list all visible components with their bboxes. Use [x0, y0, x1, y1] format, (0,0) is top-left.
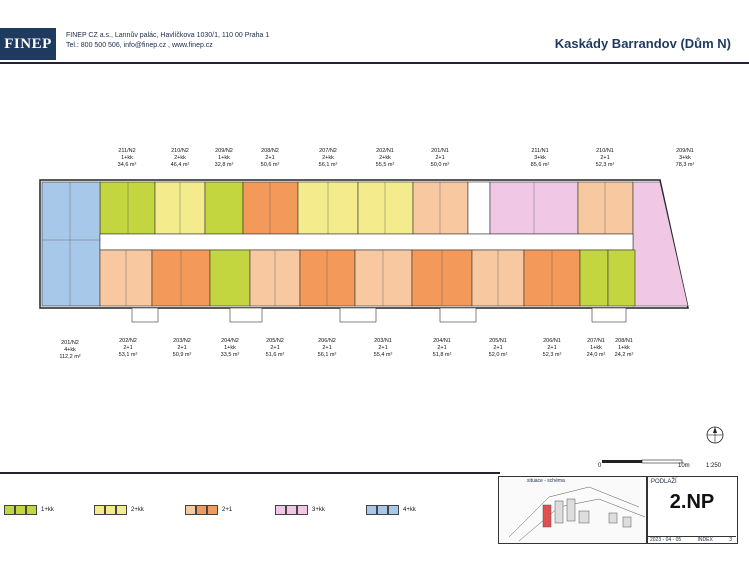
floor-indicator [646, 476, 738, 544]
unit-id: 204/N2 [221, 338, 239, 344]
unit-label [355, 148, 415, 169]
unit-label [298, 148, 358, 169]
unit-201-n2-area [42, 182, 100, 306]
unit-label [510, 148, 570, 169]
unit-type: 1+kk [224, 345, 236, 351]
unit-id: 207/N2 [319, 148, 337, 154]
legend-item-2kk [94, 505, 144, 515]
unit-id: 202/N2 [119, 338, 137, 344]
legend-swatch [297, 505, 308, 515]
unit-type: 3+kk [679, 155, 691, 161]
unit-label [410, 148, 470, 169]
balcony [132, 308, 158, 322]
legend-label: 2+kk [131, 507, 144, 513]
balcony [340, 308, 376, 322]
balcony [592, 308, 626, 322]
unit-area: 78,3 m² [675, 162, 695, 168]
unit-label [468, 338, 528, 359]
unit-area: 85,6 m² [530, 162, 550, 168]
unit-area: 52,0 m² [488, 352, 508, 358]
site-map-graphic [499, 477, 647, 543]
unit-label [97, 148, 157, 169]
legend-item-4kk [366, 505, 416, 515]
unit-label [40, 340, 100, 361]
unit-type: 2+1 [177, 345, 187, 351]
scale-graphic [600, 457, 690, 469]
legend-swatch [286, 505, 297, 515]
unit-id: 211/N1 [531, 148, 549, 154]
unit-type: 2+1 [600, 155, 610, 161]
unit-id: 206/N1 [543, 338, 561, 344]
unit-area: 55,4 m² [373, 352, 393, 358]
unit-type: 1+kk [121, 155, 133, 161]
unit-id: 203/N1 [374, 338, 392, 344]
unit-id: 205/N1 [489, 338, 507, 344]
unit-207-n1-area [580, 250, 608, 306]
unit-id: 208/N1 [615, 338, 633, 344]
balcony [230, 308, 262, 322]
unit-id: 206/N2 [318, 338, 336, 344]
legend-swatch [366, 505, 377, 515]
company-contact: Tel.: 800 500 506, info@finep.cz , www.finep.cz [66, 42, 213, 49]
legend-swatch [207, 505, 218, 515]
unit-209-n2-area [205, 182, 243, 234]
unit-type: 2+1 [435, 155, 445, 161]
legend-swatch [116, 505, 127, 515]
unit-area: 34,6 m² [117, 162, 137, 168]
unit-area: 24,2 m² [614, 352, 634, 358]
unit-204-n2-area [210, 250, 250, 306]
north-arrow-icon [704, 424, 726, 446]
unit-210-n1-area [578, 182, 633, 234]
stair-core-1 [468, 182, 490, 234]
legend-swatch [105, 505, 116, 515]
legend-swatch [275, 505, 286, 515]
legend-swatch [377, 505, 388, 515]
unit-type: 1+kk [590, 345, 602, 351]
unit-209-n1-area [633, 182, 688, 306]
unit-area: 32,8 m² [214, 162, 234, 168]
unit-id: 207/N1 [587, 338, 605, 344]
unit-area: 56,1 m² [318, 162, 338, 168]
unit-type: 2+kk [379, 155, 391, 161]
unit-type: 2+1 [437, 345, 447, 351]
unit-206-n2-area [300, 250, 355, 306]
legend-swatch [185, 505, 196, 515]
floor-caption: PODLAŽÍ [651, 479, 677, 485]
scale-ratio: 1:250 [706, 463, 722, 469]
unit-type: 2+1 [493, 345, 503, 351]
corridor [100, 234, 633, 250]
unit-type: 2+kk [174, 155, 186, 161]
unit-area: 56,1 m² [317, 352, 337, 358]
site-situation-map [498, 476, 648, 544]
unit-area: 50,0 m² [430, 162, 450, 168]
unit-id: 208/N2 [261, 148, 279, 154]
unit-label [98, 338, 158, 359]
unit-area: 112,2 m² [59, 354, 81, 360]
legend-swatch [26, 505, 37, 515]
legend-swatch [388, 505, 399, 515]
unit-area: 24,0 m² [586, 352, 606, 358]
legend-swatch [4, 505, 15, 515]
revision-date: 2023 - 04 - 05 [650, 537, 682, 543]
unit-label [575, 148, 635, 169]
unit-label [353, 338, 413, 359]
legend-label: 3+kk [312, 507, 325, 513]
legend-swatch [94, 505, 105, 515]
footer-divider [0, 472, 500, 474]
unit-area: 52,3 m² [595, 162, 615, 168]
unit-id: 203/N2 [173, 338, 191, 344]
situace-label: situace - schéma [527, 478, 565, 484]
legend-swatch [15, 505, 26, 515]
unit-label [240, 148, 300, 169]
balconies [132, 308, 626, 322]
unit-211-n2-area [100, 182, 155, 234]
unit-id: 202/N1 [376, 148, 394, 154]
balcony [440, 308, 476, 322]
project-title: Kaskády Barrandov (Dům N) [554, 36, 731, 51]
finep-logo: FINEP [0, 28, 56, 60]
scale-bar [598, 456, 722, 474]
units-bottom-row [100, 250, 635, 306]
unit-area: 51,6 m² [265, 352, 285, 358]
unit-type: 2+1 [378, 345, 388, 351]
unit-id: 205/N2 [266, 338, 284, 344]
unit-id: 201/N2 [61, 340, 79, 346]
floor-value: 2.NP [669, 491, 715, 513]
unit-208-n2-area [243, 182, 298, 234]
revision-row [646, 536, 736, 544]
unit-label [594, 338, 654, 359]
unit-type: 2+1 [123, 345, 133, 351]
unit-203-n1-area [355, 250, 412, 306]
unit-type: 2+kk [322, 155, 334, 161]
unit-type: 1+kk [618, 345, 630, 351]
unit-type: 2+1 [547, 345, 557, 351]
scale-end: 10m [678, 463, 690, 469]
legend-label: 2+1 [222, 507, 233, 513]
unit-area: 51,8 m² [432, 352, 452, 358]
unit-type: 4+kk [64, 347, 76, 353]
unit-area: 50,6 m² [260, 162, 280, 168]
unit-label [245, 338, 305, 359]
legend-item-3kk [275, 505, 325, 515]
company-address: FINEP CZ a.s., Lannův palác, Havlíčkova 1030/1, 110 00 Praha 1 [66, 32, 270, 39]
unit-id: 210/N1 [596, 148, 614, 154]
index-label: INDEX [697, 537, 713, 543]
unit-id: 201/N1 [431, 148, 449, 154]
unit-type: 2+1 [265, 155, 275, 161]
legend-item-2plus1 [185, 505, 232, 515]
unit-area: 55,5 m² [375, 162, 395, 168]
unit-id: 209/N1 [676, 148, 694, 154]
unit-202-n1-area [358, 182, 413, 234]
unit-201-n1-area [413, 182, 468, 234]
unit-area: 50,9 m² [172, 352, 192, 358]
unit-208-n1-area [608, 250, 635, 306]
legend-label: 1+kk [41, 507, 54, 513]
unit-id: 209/N2 [215, 148, 233, 154]
unit-label [655, 148, 715, 169]
unit-label [297, 338, 357, 359]
unit-area: 53,1 m² [118, 352, 138, 358]
unit-id: 204/N1 [433, 338, 451, 344]
scale-start: 0 [598, 463, 602, 469]
unit-type: 2+1 [322, 345, 332, 351]
unit-id: 210/N2 [171, 148, 189, 154]
unit-type: 1+kk [218, 155, 230, 161]
legend-item-1kk [4, 505, 54, 515]
legend-swatch [196, 505, 207, 515]
index-value: 3 [729, 537, 732, 543]
unit-area: 46,4 m² [170, 162, 190, 168]
unit-area: 33,5 m² [220, 352, 240, 358]
unit-label [412, 338, 472, 359]
unit-area: 52,3 m² [542, 352, 562, 358]
unit-type: 3+kk [534, 155, 546, 161]
unit-id: 211/N2 [118, 148, 136, 154]
legend-label: 4+kk [403, 507, 416, 513]
unit-type: 2+1 [270, 345, 280, 351]
